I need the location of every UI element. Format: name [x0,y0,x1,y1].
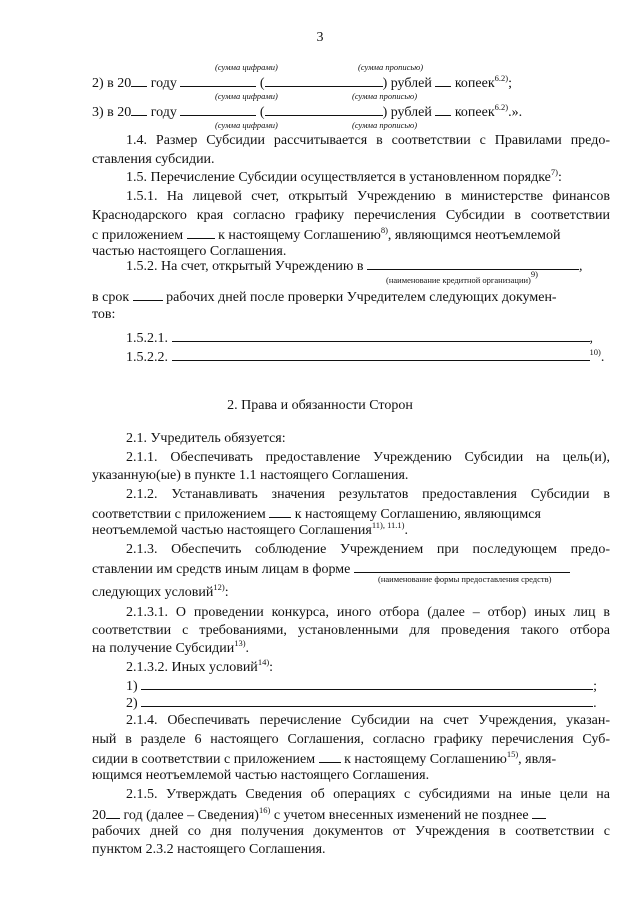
paragraph-2-1-5-line4: пунктом 2.3.2 настоящего Соглашения. [92,842,326,857]
paragraph-2-1-4-line2: ный в разделе 6 настоящего Соглашения, согласно графику перечисления Суб- [92,732,610,747]
paragraph-2-1-1-line1: 2.1.1. Обеспечивать предоставление Учреждению Субсидии на цель(и), [126,450,610,465]
caption-sum-words: (сумма прописью) [358,62,424,72]
caption-sum-digits-2: (сумма цифрами) [215,91,278,101]
paragraph-2-1-2-line1: 2.1.2. Устанавливать значения результатов предоставления Субсидии в [126,487,610,502]
paragraph-2-1-3-line2: ставлении им средств иным лицам в форме [92,559,610,579]
paragraph-2-1-4-line4: ющимся неотъемлемой частью настоящего Соглашения. [92,768,430,783]
paragraph-1-5-1-line3: с приложением к настоящему Соглашению$^{8)}$, являющимся неотъемлемой [92,225,561,243]
paragraph-2-1-2-line2: соответствии с приложением к настоящему Соглашению, являющимся [92,504,610,524]
caption-sum-digits: (сумма цифрами) [215,62,278,72]
paragraph-2-1-5-line2: 20 год (далее – Сведения)$^{16)}$ с учетом внесенных изменений не позднее [92,805,610,825]
paragraph-2-1-2-line3: неотъемлемой частью настоящего Соглашения$^{11), 11.1)}$. [92,520,408,538]
caption-credit-org: (наименование кредитной организации)$^{9)}$ [386,269,538,285]
paragraph-2-1-3-1-line1: 2.1.3.1. О проведении конкурса, иного отбора (далее – отбор) иных лиц в [126,605,610,620]
paragraph-1-5-1-line1: 1.5.1. На лицевой счет, открытый Учреждению в министерстве финансов [126,189,610,204]
paragraph-2-1-3-1-line2: соответствии с требованиями, установленными для проведения такого отбора [92,623,610,638]
paragraph-1-5: 1.5. Перечисление Субсидии осуществляется в установленном порядке$^{7)}$: [126,167,562,185]
paragraph-2-1-5-line1: 2.1.5. Утверждать Сведения об операциях с субсидиями на иные цели на [126,787,610,802]
paragraph-2-1-4-line3: сидии в соответствии с приложением к настоящему Соглашению$^{15)}$, явля- [92,749,557,767]
caption-sum-digits-3: (сумма цифрами) [215,120,278,130]
year-line-2: 2) в 20 году ( ) рублей копеек$^{6.2)}$; [92,73,513,91]
item-2-1-3-2-2: 2) . [126,693,610,713]
paragraph-2-1-1-line2: указанную(ые) в пункте 1.1 настоящего Соглашения. [92,468,409,483]
paragraph-2-1-3-1-line3: на получение Субсидии$^{13)}$. [92,638,250,656]
paragraph-2-1: 2.1. Учредитель обязуется: [126,431,286,446]
paragraph-1-4-line1: 1.4. Размер Субсидии рассчитывается в соответствии с Правилами предо- [126,133,610,148]
paragraph-2-1-3-line3: следующих условий$^{12)}$: [92,582,229,600]
paragraph-2-1-3-2: 2.1.3.2. Иных условий$^{14)}$: [126,657,274,675]
paragraph-1-5-2-line2: в срок рабочих дней после проверки Учредителем следующих докумен- [92,287,610,307]
paragraph-1-5-1-line2: Краснодарского края согласно графику перечисления Субсидии в соответствии [92,208,610,223]
paragraph-1-4-line2: ставления субсидии. [92,152,215,167]
page-number: 3 [316,30,324,45]
paragraph-1-5-1-line4: частью настоящего Соглашения. [92,244,287,259]
section-2-title: 2. Права и обязанности Сторон [227,398,413,413]
year-line-3: 3) в 20 году ( ) рублей копеек$^{6.2)}$.». [92,102,523,120]
caption-sum-words-2: (сумма прописью) [352,91,418,101]
item-1-5-2-2: 1.5.2.2. $^{10)}$. [126,347,605,365]
item-1-5-2-1: 1.5.2.1. , [126,328,610,348]
paragraph-2-1-5-line3: рабочих дней со дня получения документов от Учреждения в соответствии с [92,824,610,839]
paragraph-1-5-2-line1: 1.5.2. На счет, открытый Учреждению в , [126,256,610,276]
paragraph-1-5-2-line3: тов: [92,307,116,322]
paragraph-2-1-4-line1: 2.1.4. Обеспечивать перечисление Субсидии на счет Учреждения, указан- [126,713,610,728]
item-2-1-3-2-1: 1) ; [126,676,610,696]
caption-form-name: (наименование формы предоставления средств) [378,574,552,584]
caption-sum-words-3: (сумма прописью) [352,120,418,130]
paragraph-2-1-3-line1: 2.1.3. Обеспечить соблюдение Учреждением при последующем предо- [126,542,610,557]
